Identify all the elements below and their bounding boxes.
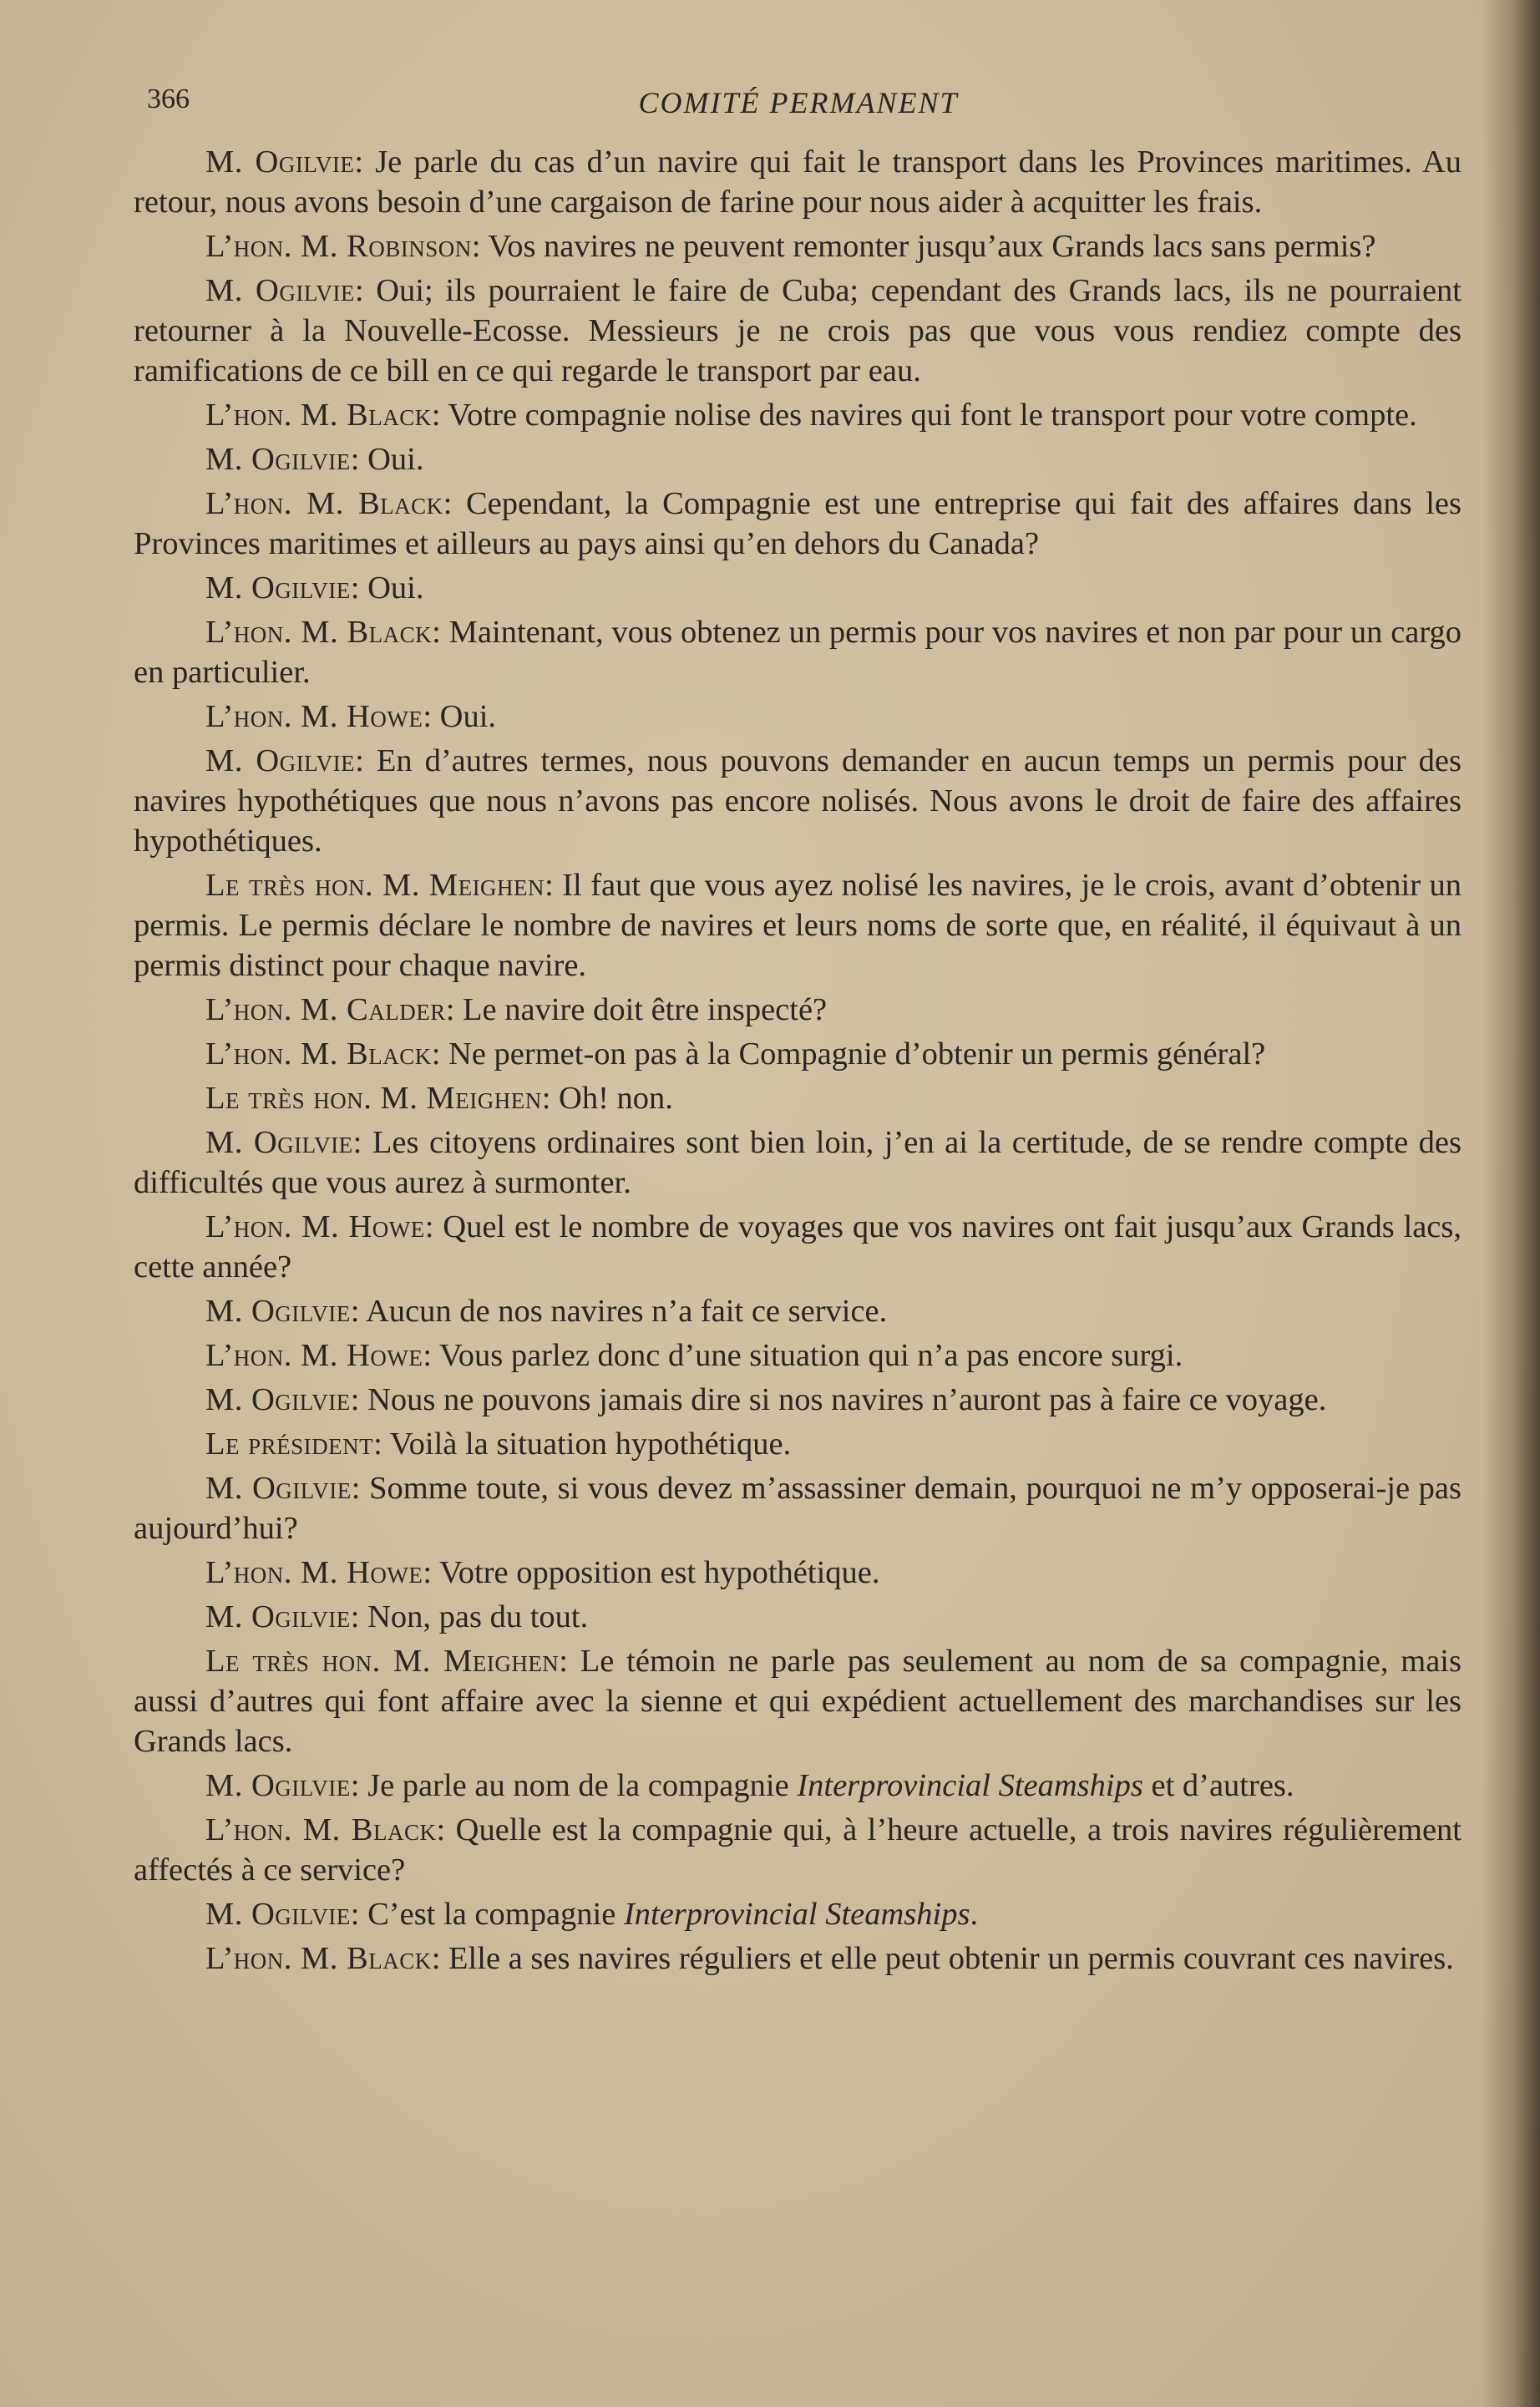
dialogue-paragraph: [134, 484, 1461, 564]
speech-text: : Le témoin ne parle pas seulement au nom de sa compagnie, mais aussi d’autres qui font affaire avec la sienne et qui expédient actuellement des marchandises sur les Grands lacs.: [134, 1644, 1461, 1759]
speaker-name: L’hon. M. Black: [205, 1812, 437, 1847]
speaker-name: L’hon. M. Howe: [205, 1338, 423, 1373]
speech-text: : C’est la compagnie: [350, 1897, 624, 1932]
speaker-name: M. Ogilvie: [205, 743, 356, 778]
dialogue-paragraph: [134, 1078, 1461, 1118]
speaker-name: M. Ogilvie: [205, 1768, 351, 1803]
speech-text: : Le navire doit être inspecté?: [445, 992, 828, 1027]
speech-text: : Il faut que vous ayez nolisé les navires, je le crois, avant d’obtenir un permis. Le permis déclare le nombre de navires et leurs noms de sorte que, en réalité, il équivaut à un permis distinct pour chaque navire.: [134, 868, 1461, 983]
dialogue-paragraph: [134, 865, 1461, 986]
speech-text: : Ne permet-on pas à la Compagnie d’obtenir un permis général?: [431, 1036, 1266, 1072]
dialogue-paragraph: [134, 1938, 1461, 1979]
dialogue-paragraph: [134, 271, 1461, 391]
speaker-name: M. Ogilvie: [205, 1599, 351, 1634]
speaker-name: L’hon. M. Calder: [205, 992, 446, 1027]
dialogue-paragraph: [134, 1291, 1461, 1331]
speech-text: : Oui.: [350, 442, 424, 477]
dialogue-paragraph: [134, 1641, 1461, 1761]
speaker-name: L’hon. M. Howe: [205, 1555, 423, 1590]
transcript-body: [134, 142, 1461, 1983]
speech-text-continued: et d’autres.: [1142, 1768, 1294, 1803]
speech-text: : Aucun de nos navires n’a fait ce service.: [350, 1294, 888, 1329]
dialogue-paragraph: [134, 1766, 1461, 1806]
speaker-name: M. Ogilvie: [205, 1294, 351, 1329]
dialogue-paragraph: [134, 612, 1461, 692]
speaker-name: M. Ogilvie: [205, 273, 355, 308]
speech-text: : Les citoyens ordinaires sont bien loin, j’en ai la certitude, de se rendre compte des difficultés que vous aurez à surmonter.: [134, 1125, 1461, 1200]
speaker-name: M. Ogilvie: [205, 1125, 353, 1160]
dialogue-paragraph: [134, 1597, 1461, 1637]
speech-text: : Elle a ses navires réguliers et elle peut obtenir un permis couvrant ces navires.: [431, 1941, 1454, 1976]
speaker-name: M. Ogilvie: [205, 1897, 351, 1932]
speaker-name: L’hon. M. Black: [205, 1941, 432, 1976]
speaker-name: M. Ogilvie: [205, 1382, 351, 1417]
speaker-name: L’hon. M. Black: [205, 486, 443, 521]
speech-text: : Votre compagnie nolise des navires qui font le transport pour votre compte.: [431, 398, 1417, 433]
dialogue-paragraph: [134, 439, 1461, 479]
speech-text: : Votre opposition est hypothétique.: [423, 1555, 880, 1590]
speech-text: : Oui.: [423, 699, 497, 734]
speech-text: : Oui; ils pourraient le faire de Cuba; cependant des Grands lacs, ils ne pourraient retourner à la Nouvelle-Ecosse. Messieurs je ne crois pas que vous vous rendiez compte des ramifications de ce bill en ce qui regarde le transport par eau.: [134, 273, 1461, 388]
speech-text: : Quelle est la compagnie qui, à l’heure actuelle, a trois navires régulièrement affectés à ce service?: [134, 1812, 1461, 1888]
speech-text: : Vous parlez donc d’une situation qui n’a pas encore surgi.: [423, 1338, 1183, 1373]
running-title: COMITÉ PERMANENT: [638, 86, 959, 119]
company-name-italic: Interprovincial Steamships: [797, 1768, 1143, 1803]
dialogue-paragraph: [134, 1468, 1461, 1548]
dialogue-paragraph: [134, 142, 1461, 222]
speaker-name: L’hon. M. Black: [205, 1036, 432, 1072]
dialogue-paragraph: [134, 1424, 1461, 1464]
speech-text: : Je parle au nom de la compagnie: [350, 1768, 798, 1803]
speaker-name: M. Ogilvie: [205, 1471, 352, 1506]
dialogue-paragraph: [134, 1553, 1461, 1593]
company-name-italic: Interprovincial Steamships: [623, 1897, 970, 1932]
speaker-name: M. Ogilvie: [205, 144, 355, 180]
speech-text: : Oh! non.: [541, 1081, 673, 1116]
speaker-name: M. Ogilvie: [205, 570, 351, 606]
speaker-name: Le président: [205, 1426, 374, 1462]
speech-text: : Maintenant, vous obtenez un permis pour vos navires et non par pour un cargo en particulier.: [134, 615, 1461, 690]
speech-text: : Non, pas du tout.: [350, 1599, 589, 1634]
page-header: [147, 84, 1450, 127]
dialogue-paragraph: [134, 1894, 1461, 1934]
dialogue-paragraph: [134, 1335, 1461, 1376]
dialogue-paragraph: [134, 741, 1461, 861]
speech-text: : En d’autres termes, nous pouvons demander en aucun temps un permis pour des navires hypothétiques que nous n’avons pas encore nolisés. Nous avons le droit de faire des affaires hypothétiques.: [134, 743, 1461, 859]
dialogue-paragraph: [134, 568, 1461, 608]
speech-text-continued: .: [970, 1897, 979, 1932]
speech-text: : Somme toute, si vous devez m’assassiner demain, pourquoi ne m’y opposerai-je pas aujourd’hui?: [134, 1471, 1461, 1546]
speaker-name: L’hon. M. Robinson: [205, 229, 472, 264]
speaker-name: Le très hon. M. Meighen: [205, 1644, 560, 1679]
speaker-name: L’hon. M. Howe: [205, 1209, 425, 1244]
speaker-name: L’hon. M. Black: [205, 615, 433, 650]
dialogue-paragraph: [134, 1810, 1461, 1890]
dialogue-paragraph: [134, 226, 1461, 266]
speaker-name: L’hon. M. Black: [205, 398, 432, 433]
dialogue-paragraph: [134, 1380, 1461, 1420]
speech-text: : Quel est le nombre de voyages que vos navires ont fait jusqu’aux Grands lacs, cette année?: [134, 1209, 1461, 1285]
dialogue-paragraph: [134, 697, 1461, 737]
speech-text: : Voilà la situation hypothétique.: [373, 1426, 792, 1462]
dialogue-paragraph: [134, 990, 1461, 1030]
speaker-name: Le très hon. M. Meighen: [205, 868, 545, 903]
page-number: 366: [147, 84, 190, 114]
speech-text: : Vos navires ne peuvent remonter jusqu’aux Grands lacs sans permis?: [471, 229, 1376, 264]
speaker-name: M. Ogilvie: [205, 442, 351, 477]
speaker-name: L’hon. M. Howe: [205, 699, 423, 734]
speaker-name: Le très hon. M. Meighen: [205, 1081, 542, 1116]
speech-text: : Cependant, la Compagnie est une entreprise qui fait des affaires dans les Provinces maritimes et ailleurs au pays ainsi qu’en dehors du Canada?: [134, 486, 1462, 561]
dialogue-paragraph: [134, 1034, 1461, 1074]
dialogue-paragraph: [134, 395, 1461, 435]
binding-shadow: [1482, 0, 1540, 2407]
dialogue-paragraph: [134, 1207, 1461, 1287]
speech-text: : Je parle du cas d’un navire qui fait le transport dans les Provinces maritimes. Au retour, nous avons besoin d’une cargaison de farine pour nous aider à acquitter les frais.: [134, 144, 1461, 220]
speech-text: : Nous ne pouvons jamais dire si nos navires n’auront pas à faire ce voyage.: [350, 1382, 1327, 1417]
speech-text: : Oui.: [350, 570, 424, 606]
dialogue-paragraph: [134, 1122, 1461, 1203]
